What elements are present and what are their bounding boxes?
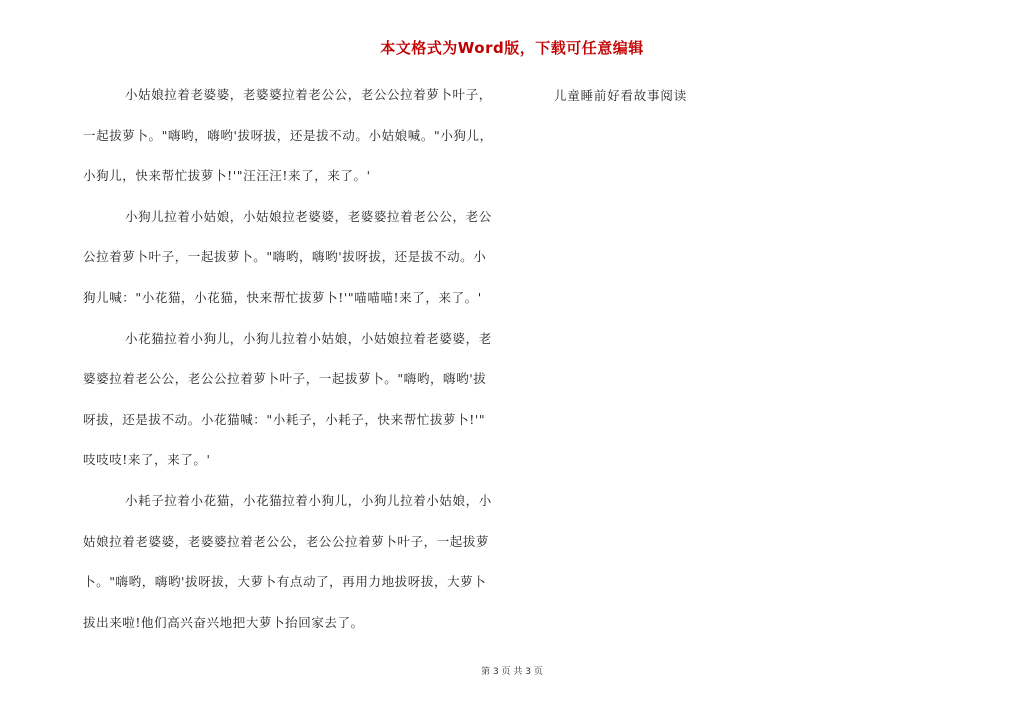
text-line: 一起拔萝卜。"嗨哟，嗨哟'拔呀拔，还是拔不动。小姑娘喊。"小狗儿， bbox=[83, 127, 493, 143]
text-line: 呀拔，还是拔不动。小花猫喊："小耗子，小耗子，快来帮忙拔萝卜!'" bbox=[83, 411, 486, 427]
story-body bbox=[83, 78, 503, 646]
text-line: 卜。"嗨哟，嗨哟'拔呀拔，大萝卜有点动了，再用力地拔呀拔，大萝卜 bbox=[83, 574, 487, 590]
text-line: 婆婆拉着老公公，老公公拉着萝卜叶子，一起拔萝卜。"嗨哟，嗨哟'拔 bbox=[83, 371, 487, 387]
page-number: 第 3 页 共 3 页 bbox=[481, 667, 543, 677]
text-line: 姑娘拉着老婆婆，老婆婆拉着老公公，老公公拉着萝卜叶子，一起拔萝 bbox=[83, 533, 490, 549]
text-line: 狗儿喊："小花猫，小花猫，快来帮忙拔萝卜!'"喵喵喵!来了，来了。' bbox=[83, 289, 482, 305]
text-line: 公拉着萝卜叶子，一起拔萝卜。"嗨哟，嗨哟'拔呀拔，还是拔不动。小 bbox=[83, 249, 487, 265]
text-line: 拔出来啦!他们高兴奋兴地把大萝卜抬回家去了。 bbox=[83, 614, 364, 630]
text-line: 小狗儿，快来帮忙拔萝卜!'"汪汪汪!来了，来了。' bbox=[83, 168, 371, 184]
text-line: 小姑娘拉着老婆婆，老婆婆拉着老公公，老公公拉着萝卜叶子， bbox=[125, 87, 492, 102]
text-line: 小耗子拉着小花猫，小花猫拉着小狗儿，小狗儿拉着小姑娘，小 bbox=[125, 492, 492, 508]
text-line: 小花猫拉着小狗儿，小狗儿拉着小姑娘，小姑娘拉着老婆婆，老 bbox=[125, 330, 492, 346]
document-banner: 本文格式为Word版，下载可任意编辑 bbox=[380, 39, 644, 57]
text-line: 小狗儿拉着小姑娘，小姑娘拉老婆婆，老婆婆拉着老公公，老公 bbox=[125, 208, 492, 224]
document-title: 儿童睡前好看故事阅读 bbox=[554, 88, 688, 103]
text-line: 吱吱吱!来了，来了。' bbox=[83, 452, 211, 468]
